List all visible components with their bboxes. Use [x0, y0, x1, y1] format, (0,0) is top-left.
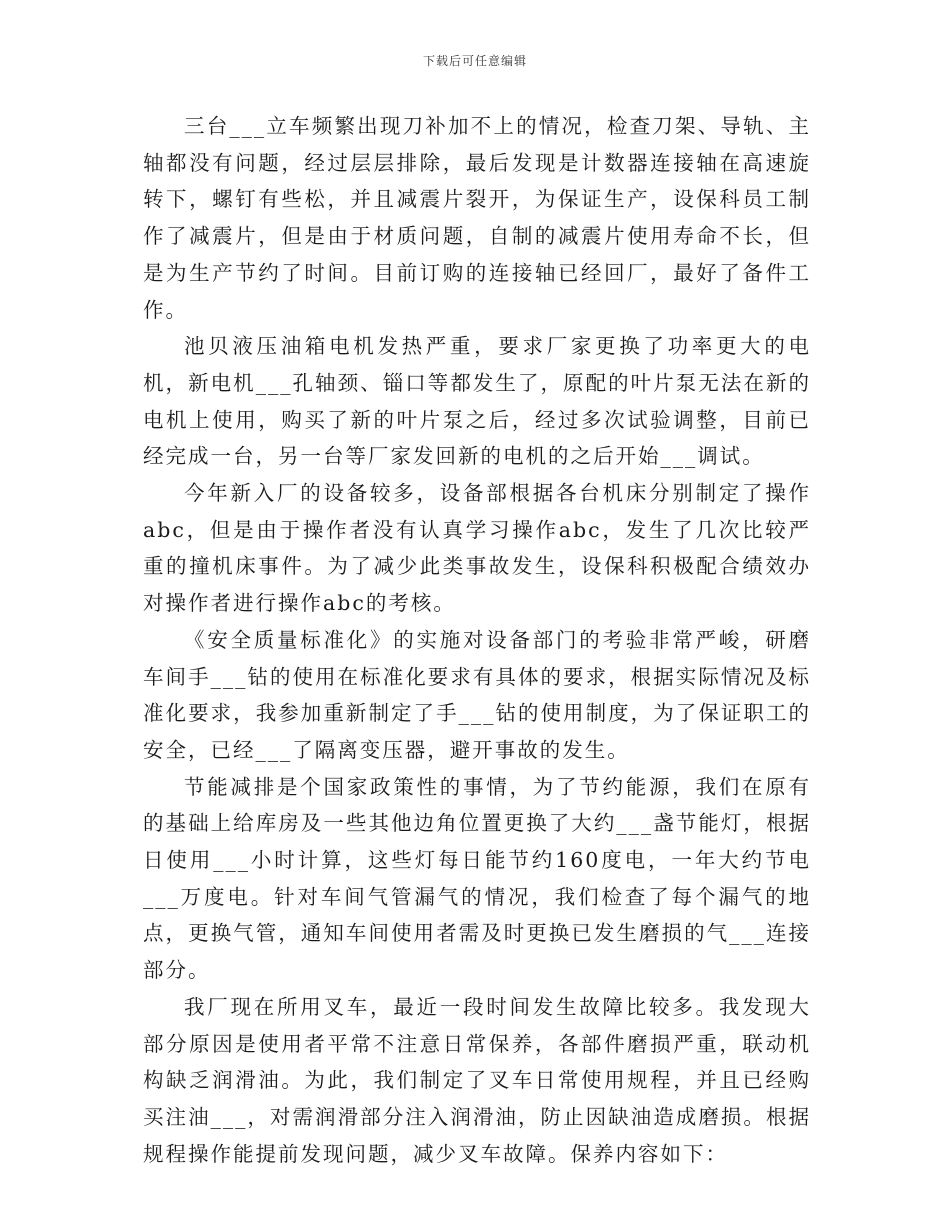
page-header: 下载后可任意编辑: [422, 54, 527, 68]
document-body: [143, 108, 811, 1172]
paragraph-operation-manual: 今年新入厂的设备较多，设备部根据各台机床分别制定了操作abc，但是由于操作者没有认真学习操作abc，发生了几次比较严重的撞机床事件。为了减少此类事故发生，设保科积极配合绩效办对操作者进行操作abc的考核。: [143, 481, 811, 616]
paragraph-hydraulic-motor: 池贝液压油箱电机发热严重，要求厂家更换了功率更大的电机，新电机___孔轴颈、锱口等都发生了，原配的叶片泵无法在新的电机上使用，购买了新的叶片泵之后，经过多次试验调整，目前已经完成一台，另一台等厂家发回新的电机的之后开始___调试。: [143, 334, 811, 469]
paragraph-energy-saving: 节能减排是个国家政策性的事情，为了节约能源，我们在原有的基础上给库房及一些其他边角位置更换了大约___盏节能灯，根据日使用___小时计算，这些灯每日能节约160度电，一年大约节电___万度电。针对车间气管漏气的情况，我们检查了每个漏气的地点，更换气管，通知车间使用者需及时更换已发生磨损的气___连接部分。: [143, 774, 811, 983]
paragraph-forklift-maintenance: 我厂现在所用叉车，最近一段时间发生故障比较多。我发现大部分原因是使用者平常不注意日常保养，各部件磨损严重，联动机构缺乏润滑油。为此，我们制定了叉车日常使用规程，并且已经购买注油___，对需润滑部分注入润滑油，防止因缺油造成磨损。根据规程操作能提前发现问题，减少叉车故障。保养内容如下：: [143, 994, 811, 1166]
paragraph-safety-standardization: 《安全质量标准化》的实施对设备部门的考验非常严峻，研磨车间手___钻的使用在标准化要求有具体的要求，根据实际情况及标准化要求，我参加重新制定了手___钻的使用制度，为了保证职工的安全，已经___了隔离变压器，避开事故的发生。: [143, 627, 811, 762]
paragraph-lathe-tool-offset: 三台___立车频繁出现刀补加不上的情况，检查刀架、导轨、主轴都没有问题，经过层层排除，最后发现是计数器连接轴在高速旋转下，螺钉有些松，并且减震片裂开，为保证生产，设保科员工制作了减震片，但是由于材质问题，自制的减震片使用寿命不长，但是为生产节约了时间。目前订购的连接轴已经回厂，最好了备件工作。: [143, 114, 811, 322]
